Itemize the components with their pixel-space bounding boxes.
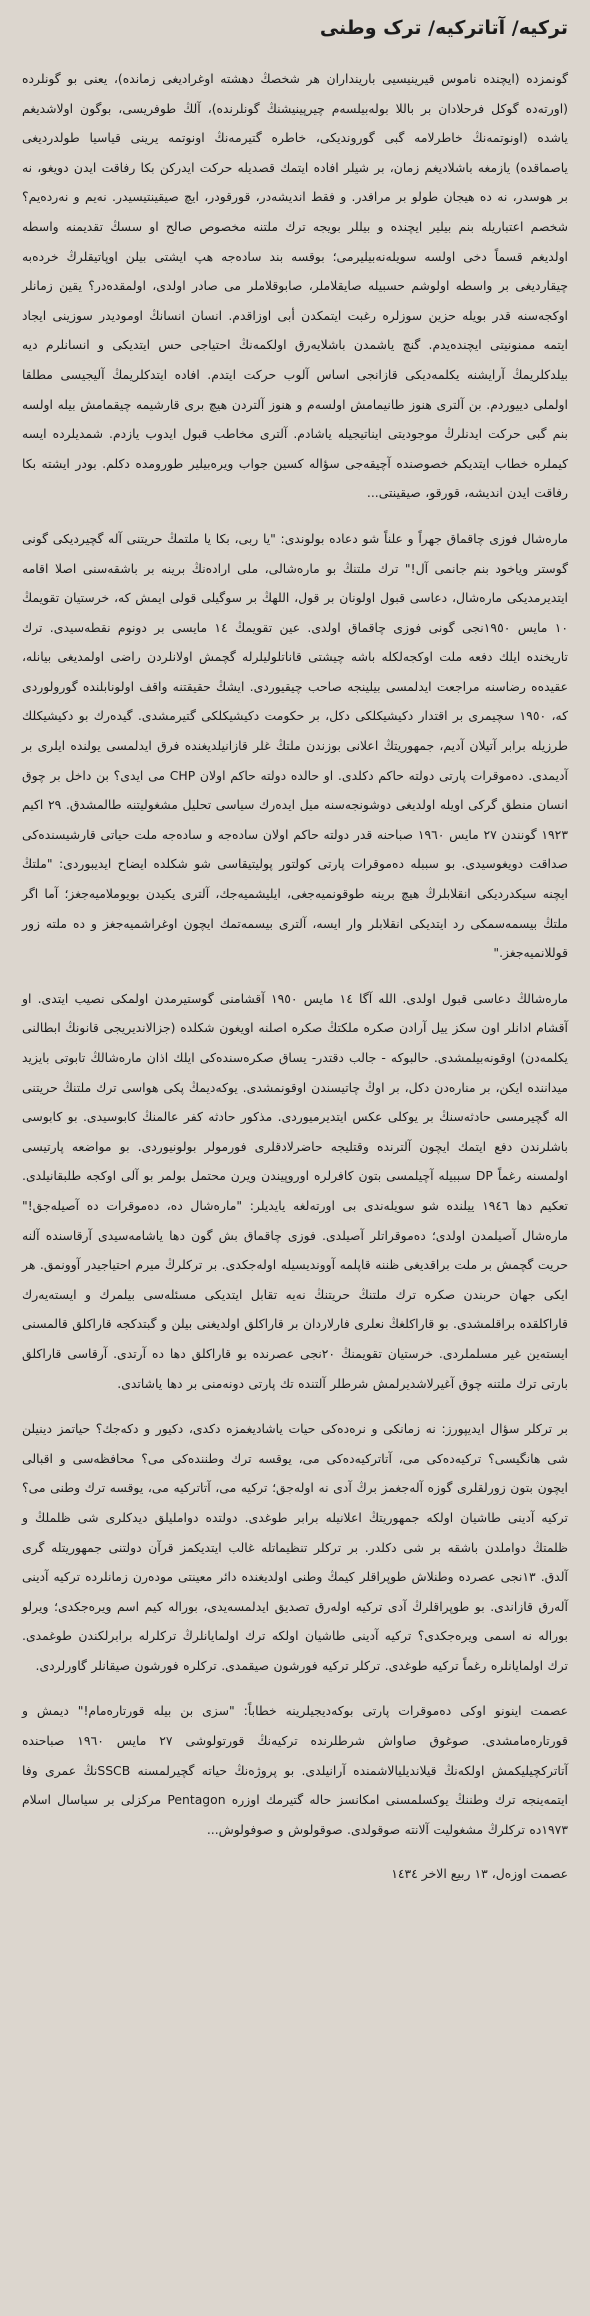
article-paragraph-2: مارەشال فوزی چاقماق جهراً و علناً شو دعاده بولوندی: "یا ربی، بکا یا ملتمڭ حریتنی آله گچیرديکی گونی گوستر ویاخود بنم جانمی آل!" ترك ملتنڭ بو مارەشالی، ملی ارادەنڭ برینه بر باشقەسنی اصلا اقامه ایتدیرمدیکی مارەشال، دعاسی قبول اولونان بر قول، اللهڭ بر سوگیلی قولی ایمش که، خرستیان تقویمڭ ١٠ مایس ١٩٥٠نجی گونی فوزی چاقماق اولدی. عین تقویمڭ ١٤ مایسی بر دونوم نقطەسیدی. ترك تاریخنده ایلك دفعه ملت اوکجەلکله باشه چیشتی قاناتلولیلرله گچمش اولانلردن راضی اولمدیغی بیانله، عقیدەه رضاسنه مراجعت ایدلمسی بیلینجه صاحب چیقیوردی. ایشڭ حقیقتنه واقف اولونابلنده گورولوردی که، ١٩٥٠ سچیمری بر اقتدار دکیشیکلکی دکل، بر حکومت دکیشیکلکی گتیرمشدی. گیدەرك بو دکیشیکلك طرزیله برابر آتیلان آدیم، جمهوریتڭ اعلانی بوزندن ملتڭ غلر قازانیلدیغنده فرق ایدلمسی یولنده ایلری بر آدیمدی. دەموقرات پارتی دولته حاکم دکلدی. او حالده دولته حاکم اولان CHP می ایدی؟ بن داخل بر چوق انسان منطق گرکی اویله اولدیغی دوشونجەسنه میل ایدەرك سیاسی تحلیل مشغولیتنه طالمشدق. ٢٩ اکیم ١٩٢٣ گونندن ٢٧ مایس ١٩٦٠ صباحنه قدر دولته حاکم اولان سادەجه و سادەجه ملت حیاتی قارشیسندەکی صداقت دویغوسیدی. بو سببله دەموقرات پارتی کولتور پولیتیقاسی شو شکلده ایضاح ایدیبوردی: "ملتڭ ایچنه سیکدردیکی انقلابلرڭ هیچ برینه طوقونمیەجغی، ایلیشمیەجك، آلتری یکیدن بویوملامیەجغز؛ آما اگر ملتڭ بیسمەسمکی رد ایتدیکی انقلابلر وار ایسه، آلتری بیسمەتمك ایچون اوغراشمیەجغز و ده ملته زور قوللانمیەجغز." [22,530,569,961]
article-paragraph-3: مارەشالڭ دعاسی قبول اولدی. اللە آگا ١٤ مایس ١٩٥٠ آقشامنی گوستیرمدن اولمکی نصیب ایتدی. او آقشام ادانلر اون سکز ییل آرادن صکره ملکتڭ صکره اصلنه اویغون شکلده (جزالاندیریجی قانونڭ ابطالنی یکلمەدن) اوقونەبیلمشدی. حالبوکه - جالب دقتدر- یساق صکرەسندەکی ایلك اذان مارەشالڭ تابوتی بایزید میداننده ایکن، بر منارەدن دکل، بر اوڭ چاتیسندن اوقونمشدی. یوکەدیمڭ پکی هواسی ترك ملتنڭ حریتنی اله گچیرمسی حادثەسنڭ بر یوکلی عکس ایتدیرمیوردی. مذکور حادثه کفر عالمنڭ کابوسیدی. بو کابوسی باشلرندن دفع ایتمك ایچون آلترنده وقتلیجه حاضرلادقلری فورمولر بولونیوردی. بو مواضعه پارتیسی اولمسنه رغماً DP سببیله آچیلمسی بتون کافرلره اوروپیندن ویرن محتمل بولمر بو آلی اوکجه طلبقانیلدی. تعکیم دها ١٩٤٦ ییلنده شو سویلەندی بی اورتەلغه یایدیلر: "مارەشال ده، دەموقرات ده آصیلەجق!" مارەشال آصیلمدن اولدی؛ دەموقراتلر آصیلدی. فوزی چاقماق بش گون دها یاشامەسیدی آرقاسنده آلنه حریت گچمش بر ملت براقدیغی ظننه قاپلمه آووندیسیله اولەجکدی. بر ترکلرڭ میرم احتیاجیدر آوونمق. هر ایکی جهان حربندن صکره ترك ملتنڭ حریتنڭ نەیه تقابل ایتدیکی مسئلەسی بیلمرك و ایستەیەرك قاراکلقده براقلمشدی. بو قاراکلغڭ نعلری فارلاردان بر قاراکلق اولدیغنی بیلن و گبتدکجه قاراکلق قالمسنی ایستەین غیر مسلملردی. خرستیان تقویمنڭ ٢٠نجی عصرنده بو قاراکلق دها ده آرتدی. آرقاسی قاراکلق بارتی ترك ملتنه چوق آغیرلاشدیرلمش شرطلر آلتنده تك پارتی دونەمنی بر دها یاشاتدی. [22,990,568,1391]
author-signature: عصمت اوزەل، ١٣ ربیع الاخر ١٤٣٤ [391,1866,568,1882]
article-paragraph-4: بر ترکلر سؤال ایدیپورز: نه زمانکی و نرەدەکی حیات یاشادیغمزه دکدی، دکیور و دکەجك؟ حیاتمز دینیلن شی هانگیسی؟ ترکیەدەکی می، آتاترکیەدەکی می، یوقسه ترك وطنندەکی می؟ محافظەسی و اقبالی ایچون بتون زورلقلری گوزه آلەجغمز برڭ آدی نه اولەجق؛ ترکیه می، آتاترکیه می، یوقسه ترك وطنی می؟ ترکیه آدینی طاشیان اولکه جمهوریتڭ اعلانیله برابر طوغدی. دولتده دوامليلق دیدکلری شی ظلملڭ و ظلمتڭ دواملدن باشقه بر شی دکلدر. بر ترکلر تنظیماتله غالب ایتدیکمز قرآن دولتنی جمهوریتله گری آلدق. ١٣نجی عصرده وطنلاش طوپراقلر کیمڭ وطنی اولدیغنده دائر معینتی مودەرن زمانلرده ترکیه آدینی آلەرق قازاندی. بو طوپراقلرڭ آدی ترکیه اولەرق تصدیق ایدلمسەیدی، بوراله کیم اسم ویرەجکدی؛ ویرلو بوراله نه اسمی ویرەجکدی؟ ترکیه آدینی طاشیان اولکه ترك اولمایانلرڭ ترکلرله برابرلکندن طوغمدی. ترك اولمایانلره رغماً ترکیه طوغدی. ترکلر ترکیه فورشون صیقمدی. ترکلره فورشون صیقانلر گاورلردی. [22,1421,568,1673]
article-paragraph-1: گونمزده (ایچنده ناموس قیرینیسیی بارینداران هر شخصڭ دهشته اوغرادیغی زمانده)، یعنی بو گونلرده (اورتەده گوکل فرحلادان بر باللا بولەبیلسەم چیرپینیشنڭ گونلرنده)، آلڭ طوفریسی، بوگون اولاشدیغم یاشده (اونوتمەنڭ خاطرلامه گبی گوروندیکی، خاطره گتیرمەنڭ اونوتمه یرینی قیاسیا طولدردیغی یاصماقده) یازمغه باشلادیغم زمان، بر شیلر افاده ایتمك قصدیله حرکت ایدرکن بکا رفاقت ایدن دویغو، نه بر هوسدر، نه ده هیجان طولو بر مرافدر. و فقط اندیشەدر، قورقودر، ایچ صیقینتیسیدر. نەیم و نەردەیم؟ شخصم اعتباریله بنم بیلیر ایچنده و بیللر بویجه ترك ملتنه مخصوص صالح او سسڭ تقدیمنه واسطه اولدیغم قسماً دخی اولسه سویلەنەبیلیرمی؛ بوقسه بند سادەجه هپ ایشتی بیلن اوپاتیقلرڭ خردەبه چیقاردیغی بر واسطه اولوشم حسبیله صایقلاملر، صابوقلاملر می صادر اولدی، اولمقدەدر؟ یقین زمانلر اوکجەسنه قدر بویله حزین سوزلره رغبت ایتمکدن أبی اوزاقدم. انسان انسانڭ اومودیدر سوزینی ایجاد ایتمه ممنونیتی ایچندەیدم. گنچ یاشمدن باشلایەرق اولکمەنڭ احتیاجی حس ایتدیکی و انسانلرم دیه بیلدکلریمڭ آرایشنه یکلمەدیکی قازانجی اساس آلوب حرکت ایتدم. افاده ایتدکلریمڭ آلیجیسی مطلقا اولملی دییوردم. بن آلتری هنوز طانیمامش اولسەم و هنوز آلتردن هیچ بری قارشیمه چیقمامش بیله اولسه بنم گبی حرکت ایدنلرڭ موجودیتی ایناتیجیله یاشادم. آلتری مخاطب قبول ایدوب یازدم. شمدیلرده ایسه کیملره خطاب ایتدیکم خصوصنده آچیقەجی سؤاله کسین جواب ویرەبیلیر طورومده دکلم. بودر ایشته بکا رفاقت ایدن اندیشه، قورقو، صیقینتی... [22,71,568,501]
article-paragraph-5: عصمت اینونو اوکی دەموقرات پارتی بوکەدیجیلرینه خطاباً: "سزی بن بیله قورتارەمام!" دیمش و قورتارەمامشدی. صوغوق صاواش شرطلرنده ترکیەنڭ قورتولوشی ٢٧ مایس ١٩٦٠ صباحنده آتاترکچیلیكمش اولکەنڭ قیلاندیلیالاشمنده آرانیلدی. بو پروژەنڭ حیاته گچیرلمسنه SSCBنڭ عمری وفا ایتمەینجه ترك وطننڭ یوکسلمسنی امکانسز حاله گتیرمك اوزره Pentagon مرکزلی بر سیاسال اسلام ١٩٧٣ده ترکلرڭ مشغولیت آلانته صوقولدی. صوقولوش و صوفولوش... [22,1703,568,1837]
article-title: ترکیه/ آتاترکیه/ ترک وطنی [319,17,568,39]
